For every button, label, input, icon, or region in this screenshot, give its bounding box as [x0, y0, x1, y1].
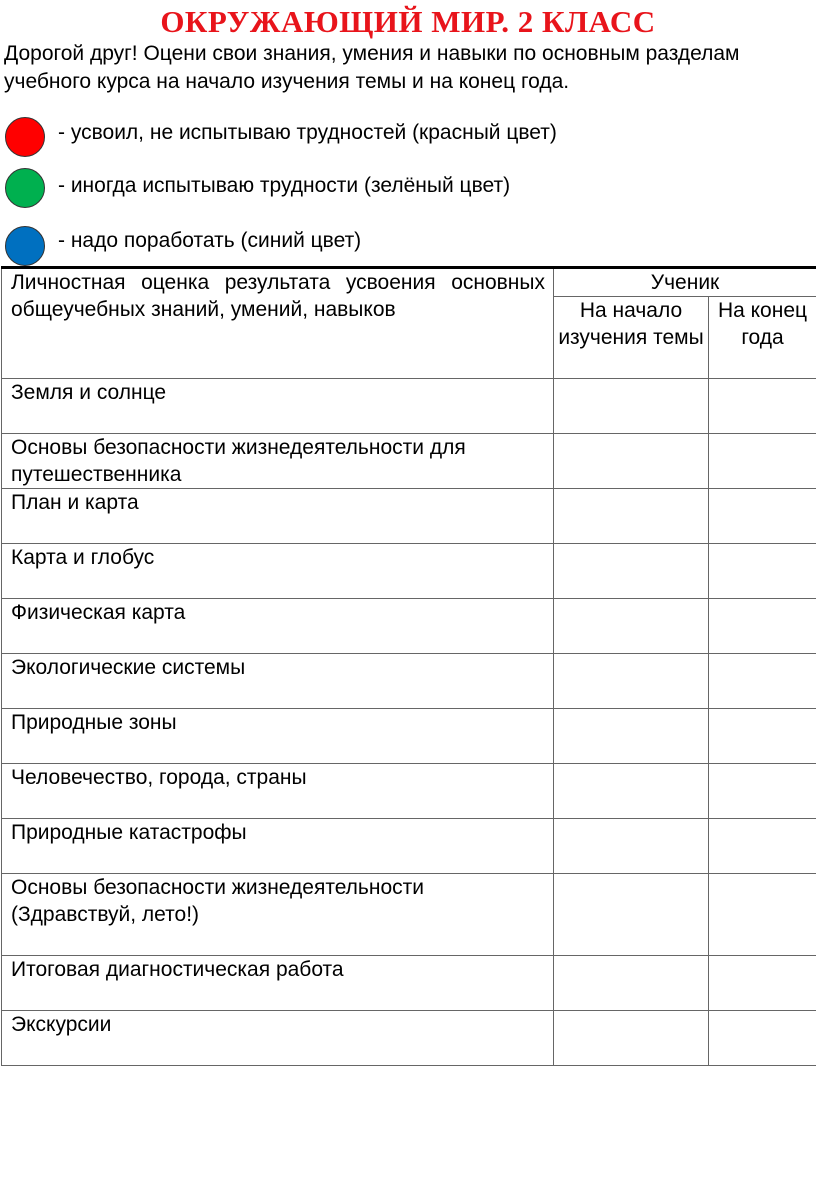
- topic-cell: Карта и глобус: [2, 544, 554, 599]
- topic-cell: Основы безопасности жизнедеятельности (Здравствуй, лето!): [2, 874, 554, 956]
- legend-text-blue: - надо поработать (синий цвет): [58, 229, 362, 252]
- end-rating-cell[interactable]: [709, 654, 816, 709]
- end-rating-cell[interactable]: [709, 599, 816, 654]
- start-rating-cell[interactable]: [554, 764, 709, 819]
- red-circle-icon: [5, 117, 45, 157]
- header-main: Личностная оценка результата усвоения основных общеучебных знаний, умений, навыков: [2, 268, 554, 379]
- end-rating-cell[interactable]: [709, 489, 816, 544]
- end-rating-cell[interactable]: [709, 819, 816, 874]
- intro-text: [4, 40, 816, 96]
- intro-line-1: Дорогой друг! Оцени свои знания, умения и навыки по основным разделам: [4, 42, 740, 65]
- end-rating-cell[interactable]: [709, 1011, 816, 1066]
- start-rating-cell[interactable]: [554, 544, 709, 599]
- table-row: [2, 956, 816, 1011]
- legend-text-green: - иногда испытываю трудности (зелёный цвет): [58, 174, 511, 197]
- end-rating-cell[interactable]: [709, 764, 816, 819]
- end-rating-cell[interactable]: [709, 379, 816, 434]
- topic-cell: Природные катастрофы: [2, 819, 554, 874]
- end-rating-cell[interactable]: [709, 434, 816, 489]
- topic-cell: Основы безопасности жизнедеятельности для путешественника: [2, 434, 554, 489]
- end-rating-cell[interactable]: [709, 544, 816, 599]
- start-rating-cell[interactable]: [554, 379, 709, 434]
- table-row: [2, 379, 816, 434]
- table-row: [2, 599, 816, 654]
- green-circle-icon: [5, 168, 45, 208]
- topic-cell: Экскурсии: [2, 1011, 554, 1066]
- start-rating-cell[interactable]: [554, 489, 709, 544]
- topic-cell: План и карта: [2, 489, 554, 544]
- topic-cell: Экологические системы: [2, 654, 554, 709]
- intro-line-2: учебного курса на начало изучения темы и на конец года.: [4, 70, 570, 93]
- table-row: [2, 764, 816, 819]
- legend-text-red: - усвоил, не испытываю трудностей (красный цвет): [58, 121, 557, 144]
- start-rating-cell[interactable]: [554, 709, 709, 764]
- start-rating-cell[interactable]: [554, 599, 709, 654]
- start-rating-cell[interactable]: [554, 1011, 709, 1066]
- table-row: [2, 709, 816, 764]
- start-rating-cell[interactable]: [554, 654, 709, 709]
- table-row: [2, 489, 816, 544]
- blue-circle-icon: [5, 226, 45, 266]
- start-rating-cell[interactable]: [554, 956, 709, 1011]
- table-row: [2, 874, 816, 956]
- header-student: Ученик: [554, 268, 816, 297]
- table-row: [2, 819, 816, 874]
- page-title: ОКРУЖАЮЩИЙ МИР. 2 КЛАСС: [160, 4, 656, 39]
- topic-cell: Итоговая диагностическая работа: [2, 956, 554, 1011]
- topic-cell: Человечество, города, страны: [2, 764, 554, 819]
- end-rating-cell[interactable]: [709, 874, 816, 956]
- end-rating-cell[interactable]: [709, 709, 816, 764]
- rating-table: [1, 266, 816, 1066]
- start-rating-cell[interactable]: [554, 874, 709, 956]
- end-rating-cell[interactable]: [709, 956, 816, 1011]
- topic-cell: Природные зоны: [2, 709, 554, 764]
- table-row: [2, 1011, 816, 1066]
- table-row: [2, 434, 816, 489]
- topic-cell: Земля и солнце: [2, 379, 554, 434]
- header-end: На конец года: [709, 297, 816, 379]
- start-rating-cell[interactable]: [554, 434, 709, 489]
- topic-cell: Физическая карта: [2, 599, 554, 654]
- start-rating-cell[interactable]: [554, 819, 709, 874]
- header-start: На начало изучения темы: [554, 297, 709, 379]
- table-row: [2, 544, 816, 599]
- table-row: [2, 654, 816, 709]
